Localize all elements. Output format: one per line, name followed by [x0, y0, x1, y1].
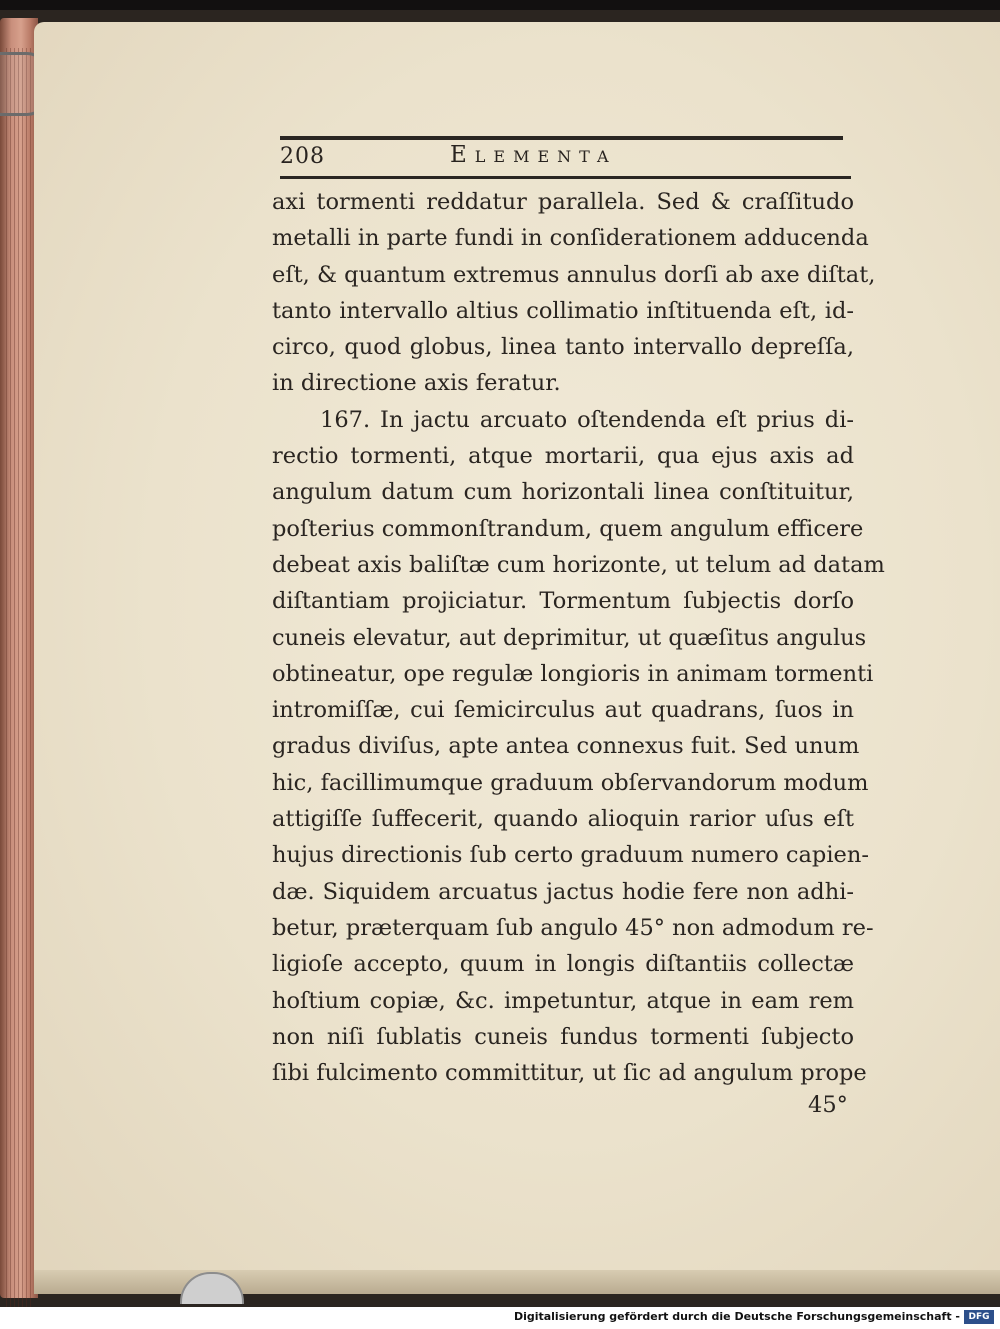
- footer-bar: [0, 1307, 1000, 1329]
- text-line: diſtantiam projiciatur. Tormentum ſubjectis dorſo: [272, 588, 854, 615]
- text-line: hic, facillimumque graduum obſervandorum modum: [272, 769, 869, 796]
- text-line: tanto intervallo altius collimatio inſtituenda eſt, id-: [272, 297, 854, 324]
- text-line: ſibi fulcimento committitur, ut ſic ad angulum prope: [272, 1060, 867, 1087]
- page-number: 208: [280, 144, 325, 169]
- text-line: attigiſſe ſuffecerit, quando alioquin rarior uſus eſt: [272, 806, 854, 833]
- text-line: betur, præterquam ſub angulo 45° non admodum re-: [272, 914, 874, 941]
- dfg-logo: DFG: [964, 1310, 994, 1324]
- text-line: eſt, & quantum extremus annulus dorſi ab axe diſtat,: [272, 261, 876, 288]
- text-line: circo, quod globus, linea tanto intervallo depreſſa,: [272, 334, 854, 361]
- text-line: axi tormenti reddatur parallela. Sed & craſſitudo: [272, 189, 854, 215]
- text-line: dæ. Siquidem arcuatus jactus hodie fere non adhi-: [272, 878, 854, 905]
- header-rule-top: [280, 136, 843, 140]
- catchword: 45°: [808, 1092, 848, 1118]
- text-line: hoſtium copiæ, &c. impetuntur, atque in eam rem: [272, 987, 854, 1014]
- text-line: hujus directionis ſub certo graduum numero capien-: [272, 842, 869, 869]
- page-bottom-edge: [34, 1270, 1000, 1294]
- header-rule-bottom: [280, 176, 851, 179]
- scan-top-border: [0, 0, 1000, 10]
- book-fore-edge: [0, 18, 38, 1298]
- text-line: intromiſſæ, cui ſemicirculus aut quadrans, ſuos in: [272, 697, 854, 724]
- text-line: poſterius commonſtrandum, quem angulum efficere: [272, 515, 864, 542]
- text-line: metalli in parte fundi in conſiderationem adducenda: [272, 225, 869, 252]
- running-title: Elementa: [450, 142, 617, 168]
- page-edges: [6, 48, 32, 1308]
- text-line: rectio tormenti, atque mortarii, qua ejus axis ad: [272, 443, 854, 470]
- text-line: ligioſe accepto, quum in longis diſtantiis collectæ: [272, 951, 854, 978]
- text-line: in directione axis feratur.: [272, 370, 561, 397]
- text-line: cuneis elevatur, aut deprimitur, ut quæſitus angulus: [272, 624, 867, 651]
- text-line: non niſi ſublatis cuneis fundus tormenti ſubjecto: [272, 1023, 854, 1050]
- body-text: [272, 184, 885, 1091]
- text-line: debeat axis baliſtæ cum horizonte, ut telum ad datam: [272, 551, 885, 578]
- text-line: angulum datum cum horizontali linea conſtituitur,: [272, 479, 854, 506]
- text-line: 167. In jactu arcuato oſtendenda eſt prius di-: [320, 406, 854, 433]
- digitization-credit: Digitalisierung gefördert durch die Deutsche Forschungsgemeinschaft -: [513, 1310, 960, 1323]
- text-line: obtineatur, ope regulæ longioris in animam tormenti: [272, 660, 874, 687]
- running-head: [280, 142, 846, 176]
- text-line: gradus diviſus, apte antea connexus fuit. Sed unum: [272, 733, 860, 760]
